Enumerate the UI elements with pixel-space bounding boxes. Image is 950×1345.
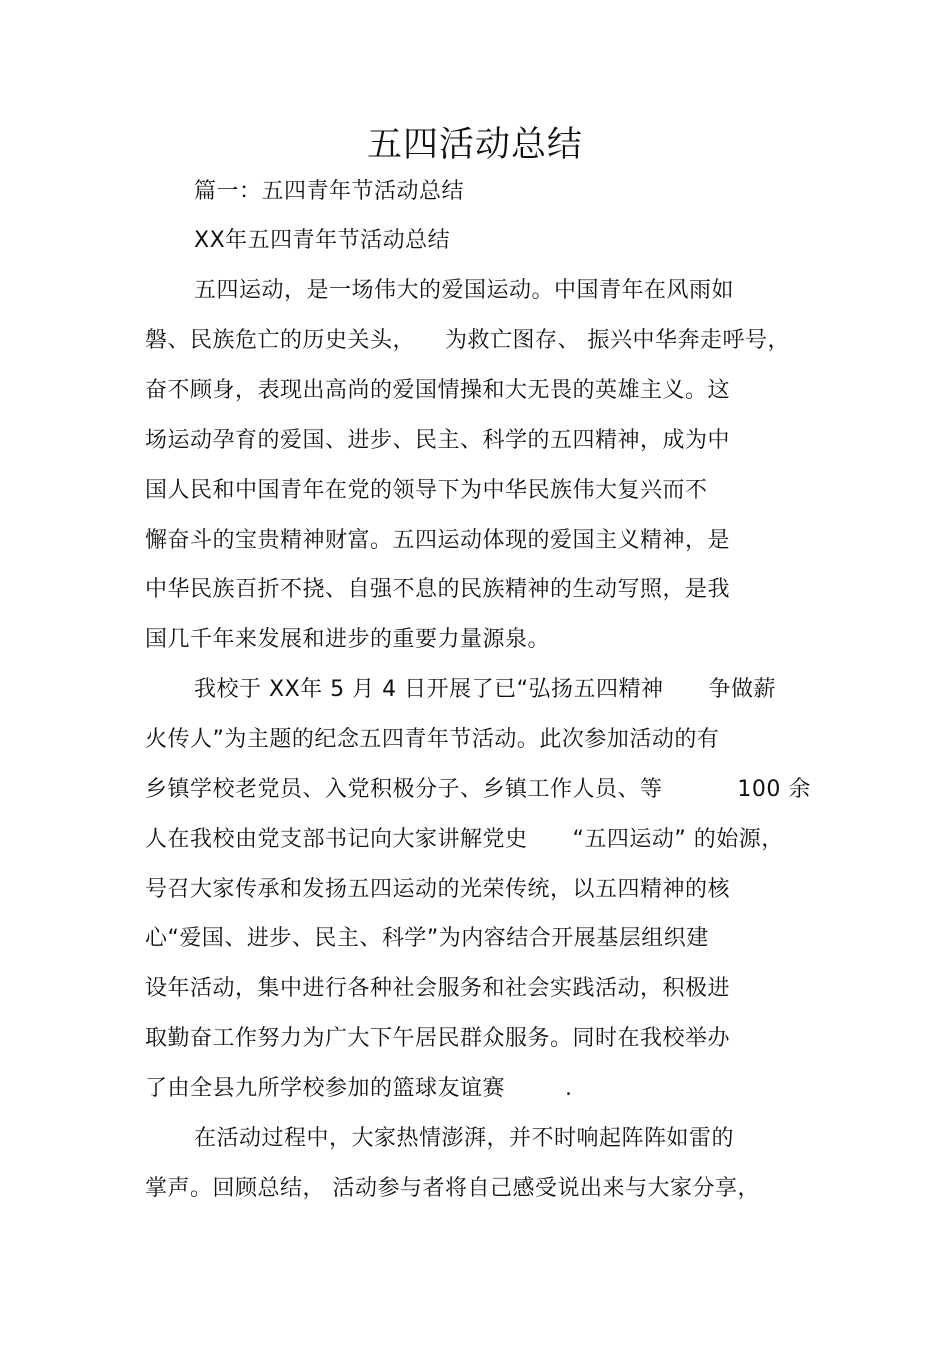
paragraph-line: 设年活动，集中进行各种社会服务和社会实践活动，积极进 bbox=[145, 976, 731, 1001]
paragraph-line: 场运动孕育的爱国、进步、民主、科学的五四精神，成为中 bbox=[145, 428, 731, 453]
paragraph-line: 火传人”为主题的纪念五四青年节活动。此次参加活动的有 bbox=[145, 727, 720, 752]
subheading: XX年五四青年节活动总结 bbox=[194, 228, 451, 253]
paragraph-line: 懈奋斗的宝贵精神财富。五四运动体现的爱国主义精神，是 bbox=[145, 528, 731, 553]
paragraph-line: 心“爱国、进步、民主、科学”为内容结合开展基层组织建 bbox=[145, 926, 709, 951]
paragraph-line: 奋不顾身，表现出高尚的爱国情操和大无畏的英雄主义。这 bbox=[145, 378, 731, 403]
paragraph-line: 号召大家传承和发扬五四运动的光荣传统，以五四精神的核 bbox=[145, 877, 731, 902]
paragraph-line: 在活动过程中，大家热情澎湃，并不时响起阵阵如雷的 bbox=[194, 1126, 735, 1151]
paragraph-line: 了由全县九所学校参加的篮球友谊赛 . bbox=[145, 1076, 573, 1101]
paragraph-line: 乡镇学校老党员、入党积极分子、乡镇工作人员、等 100 余 bbox=[145, 777, 811, 802]
paragraph-line: 五四运动，是一场伟大的爱国运动。中国青年在风雨如 bbox=[194, 278, 735, 303]
paragraph-line: 国人民和中国青年在党的领导下为中华民族伟大复兴而不 bbox=[145, 478, 708, 503]
paragraph-line: 中华民族百折不挠、自强不息的民族精神的生动写照，是我 bbox=[145, 577, 731, 602]
paragraph-line: 磐、民族危亡的历史关头， 为救亡图存、 振兴中华奔走呼号， bbox=[145, 328, 790, 353]
paragraph-line: 掌声。回顾总结， 活动参与者将自己感受说出来与大家分享， bbox=[145, 1176, 760, 1201]
paragraph-line: 取勤奋工作努力为广大下午居民群众服务。同时在我校举办 bbox=[145, 1026, 731, 1051]
document-title: 五四活动总结 bbox=[366, 125, 583, 165]
paragraph-line: 国几千年来发展和进步的重要力量源泉。 bbox=[145, 627, 551, 652]
paragraph-line: 人在我校由党支部书记向大家讲解党史 “五四运动” 的始源， bbox=[145, 827, 784, 852]
section-heading: 篇一：五四青年节活动总结 bbox=[194, 179, 465, 204]
paragraph-line: 我校于 XX年 5 月 4 日开展了已“弘扬五四精神 争做薪 bbox=[194, 677, 776, 702]
